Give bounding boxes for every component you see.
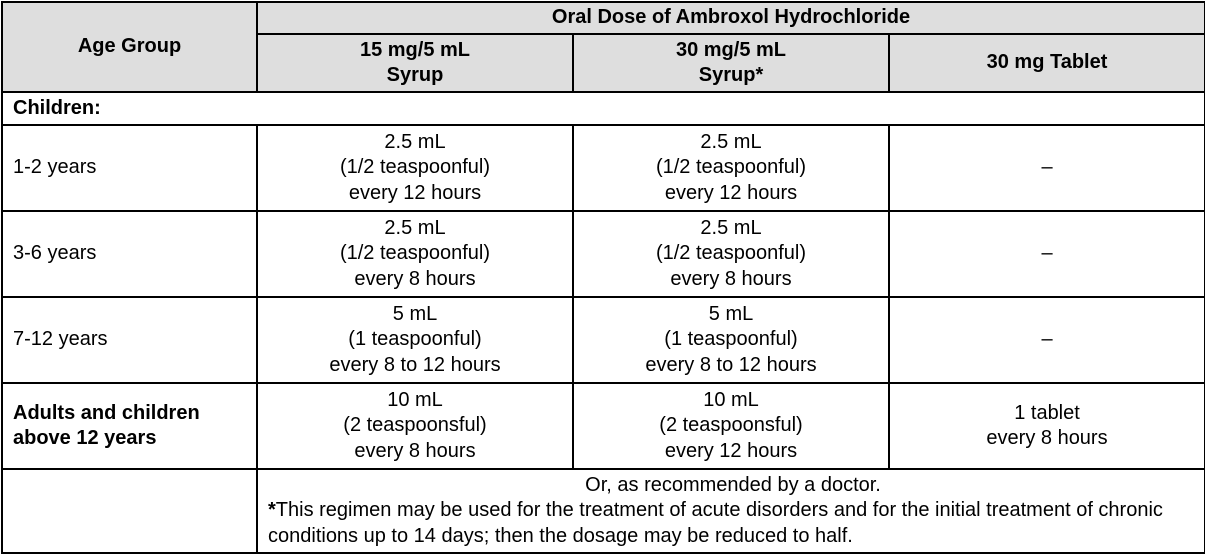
header-line: 30 mg/5 mL [675, 38, 787, 61]
age-cell [2, 297, 257, 383]
asterisk-mark: * [268, 499, 276, 522]
table-row [2, 383, 1205, 469]
dose-line: every 12 hours [664, 181, 798, 204]
dose-line: every 8 to 12 hours [329, 353, 501, 376]
footnote-cell [257, 469, 1205, 553]
dose-line: every 8 hours [354, 439, 476, 462]
footnote-body: This regimen may be used for the treatment of acute disorders and for the initial treatment of chronic conditions up to 14 days; then the dosage may be reduced to half. [268, 499, 1163, 547]
dose-line: (1/2 teaspoonful) [339, 156, 491, 179]
dose-line: (1/2 teaspoonful) [339, 242, 491, 265]
header-line: 15 mg/5 mL [359, 38, 471, 61]
syrup-30mg-cell [573, 297, 889, 383]
age-line: 7-12 years [13, 328, 108, 351]
syrup-15mg-cell [257, 297, 573, 383]
dose-line: (2 teaspoonsful) [343, 414, 487, 437]
dose-line: every 12 hours [348, 181, 482, 204]
syrup-15mg-header [257, 34, 573, 92]
recommendation-text: Or, as recommended by a doctor. [585, 473, 881, 496]
dose-line: 10 mL [703, 388, 759, 411]
dose-line: every 8 hours [670, 267, 792, 290]
footnote-row [2, 469, 1205, 553]
dose-line: (1 teaspoonful) [664, 328, 798, 351]
dose-line: – [1041, 328, 1053, 351]
age-cell [2, 211, 257, 297]
age-line: 1-2 years [13, 156, 97, 179]
age-cell [2, 383, 257, 469]
tablet-cell [889, 383, 1205, 469]
table-row [2, 297, 1205, 383]
syrup-15mg-cell [257, 211, 573, 297]
syrup-30mg-cell [573, 211, 889, 297]
dose-line: 2.5 mL [700, 130, 762, 153]
table-row [2, 211, 1205, 297]
dose-line: 2.5 mL [700, 216, 762, 239]
footnote-empty-cell [2, 469, 257, 553]
age-line: 3-6 years [13, 242, 97, 265]
dose-line: 10 mL [387, 388, 443, 411]
tablet-cell [889, 211, 1205, 297]
age-group-header: Age Group [2, 2, 257, 92]
dose-line: (1/2 teaspoonful) [655, 156, 807, 179]
footnote-text [268, 498, 1198, 549]
header-line: Syrup* [698, 64, 764, 86]
oral-dose-header: Oral Dose of Ambroxol Hydrochloride [257, 2, 1205, 34]
dose-line: – [1041, 156, 1053, 179]
dose-line: (1/2 teaspoonful) [655, 242, 807, 265]
dose-line: 2.5 mL [384, 216, 446, 239]
syrup-15mg-cell [257, 383, 573, 469]
dose-line: 2.5 mL [384, 130, 446, 153]
age-line: Adults and children [13, 401, 200, 424]
dose-line: (2 teaspoonsful) [659, 414, 803, 437]
dose-line: 5 mL [392, 302, 438, 325]
tablet-30mg-header: 30 mg Tablet [889, 34, 1205, 92]
dose-line: every 12 hours [664, 439, 798, 462]
dose-line: every 8 hours [986, 427, 1108, 449]
dosage-table [1, 1, 1205, 554]
dose-line: (1 teaspoonful) [348, 328, 482, 351]
section-children-label: Children: [2, 92, 1205, 125]
dose-line: 5 mL [708, 302, 754, 325]
age-cell [2, 125, 257, 211]
dose-line: – [1041, 242, 1053, 265]
dose-line: every 8 hours [354, 267, 476, 290]
age-line: above 12 years [13, 427, 157, 449]
header-line: Syrup [386, 64, 444, 86]
dose-line: 1 tablet [1014, 401, 1080, 424]
syrup-30mg-cell [573, 125, 889, 211]
tablet-cell [889, 297, 1205, 383]
syrup-30mg-header [573, 34, 889, 92]
tablet-cell [889, 125, 1205, 211]
syrup-15mg-cell [257, 125, 573, 211]
table-row [2, 125, 1205, 211]
dose-line: every 8 to 12 hours [645, 353, 817, 376]
syrup-30mg-cell [573, 383, 889, 469]
